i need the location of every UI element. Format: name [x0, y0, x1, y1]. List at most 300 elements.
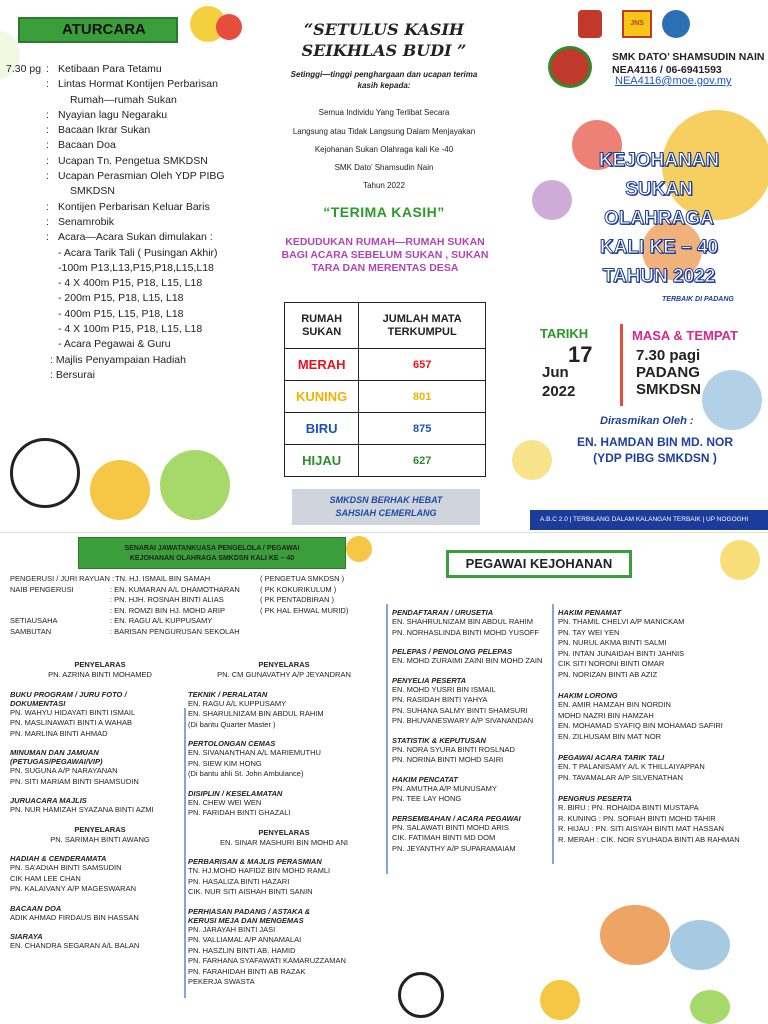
schedule-item — [6, 108, 256, 123]
section-heading: DISIPLIN / KESELAMATAN — [188, 788, 283, 798]
house-points: 657 — [359, 349, 486, 381]
schedule-text: - 400m P15, L15, P18, L18 — [58, 307, 184, 320]
schedule-text: Rumah—rumah Sukan — [70, 93, 177, 106]
section-heading: PENYELIA PESERTA — [392, 675, 467, 685]
duty-section — [10, 796, 190, 816]
trophy-icon — [90, 460, 150, 520]
schedule-text: Bacaan Ikrar Sukan — [58, 124, 151, 137]
member-name: PN. MASLINAWATI BINTI A WAHAB — [10, 718, 132, 727]
member-name: PN. HASALIZA BINTI HAZARI — [188, 876, 290, 886]
standings-caption: KEDUDUKAN RUMAH—RUMAH SUKAN BAGI ACARA SEBELUM SUKAN , SUKAN TARA DAN MERENTAS DESA — [281, 236, 489, 274]
schedule-text: -100m P13,L13,P15,P18,L15,L18 — [58, 261, 214, 274]
house-points: 627 — [359, 445, 486, 477]
member-name: PN. NORINA BINTI MOHD SAIRI — [392, 755, 504, 764]
coordinator-name: PN. SARIMAH BINTI AWANG — [50, 834, 150, 844]
member-name: R. BIRU : PN. ROHAIDA BINTI MUSTAPA — [558, 803, 699, 812]
thanks-line: Semua Individu Yang Terlibat Secara — [318, 108, 450, 117]
schedule-colon — [46, 291, 58, 306]
member-name: EN. RAGU A/L KUPPUSAMY — [188, 698, 287, 708]
member-name: R. MERAH : CIK. NOR SYUHADA BINTI AB RAHMAN — [558, 834, 740, 844]
member-name: EN. SHARULNIZAM BIN ABDUL RAHIM — [188, 709, 324, 718]
committee-note: ( PENGETUA SMKDSN ) — [260, 574, 345, 583]
duty-section — [10, 932, 190, 952]
section-heading: HAKIM PENAMAT — [558, 608, 622, 617]
school-email-link[interactable]: NEA4116@moe.gov.my — [615, 75, 732, 87]
event-title-line: KALI KE – 40 — [599, 237, 719, 258]
school-slogan — [292, 489, 480, 525]
duty-section — [392, 647, 564, 667]
coordinator-block — [188, 660, 380, 681]
duty-section — [558, 608, 766, 680]
event-time: 7.30 pagi — [636, 347, 701, 364]
member-name: PN. FARHANA SYAFAWATI KAMARUZZAMAN — [188, 956, 346, 965]
coordinator-heading: PENYELARAS — [258, 660, 310, 669]
event-place-school: SMKDSN — [636, 381, 702, 398]
section-heading: PENGRUS PESERTA — [558, 794, 632, 803]
school-name: SMK DATO’ SHAMSUDIN NAIN — [612, 51, 765, 63]
schedule-time — [6, 337, 46, 352]
schedule-item — [6, 123, 256, 138]
house-name: MERAH — [285, 349, 359, 381]
member-name: PN. JEYANTHY A/P SUPARAMAIAM — [392, 843, 516, 853]
schedule-time — [6, 154, 46, 169]
member-name: EN. CHANDRA SEGARAN A/L BALAN — [10, 941, 140, 950]
table-header-row — [285, 303, 486, 349]
schedule-item — [6, 62, 256, 77]
committee-column-1 — [10, 660, 190, 961]
decor-circle-icon — [690, 990, 730, 1024]
schedule-item — [6, 307, 256, 322]
schedule-colon — [46, 261, 58, 276]
member-name: ADIK AHMAD FIRDAUS BIN HASSAN — [10, 912, 139, 922]
section-heading: PERHIASAN PADANG / ASTAKA & — [188, 906, 311, 916]
member-name: EN. CHEW WEI WEN — [188, 797, 262, 807]
member-name: PN. SALAWATI BINTI MOHD ARIS — [392, 822, 509, 832]
committee-role: SAMBUTAN — [10, 626, 52, 636]
decor-dot-icon — [512, 440, 552, 480]
schedule-text: : Bersurai — [50, 368, 95, 381]
schedule-colon: : — [46, 78, 49, 91]
committee-role: NAIB PENGERUSI — [10, 584, 74, 594]
thanks-title-line1: “SETULUS KASIH — [303, 20, 465, 39]
member-name: PN. RASIDAH BINTI YAHYA — [392, 695, 488, 704]
member-name: PN. MARLINA BINTI AHMAD — [10, 728, 108, 738]
schedule-time — [6, 200, 46, 215]
member-name: EN. AMIR HAMZAH BIN NORDIN — [558, 700, 671, 709]
thanks-line: SMK Dato’ Shamsudin Nain — [334, 163, 434, 172]
thanks-panel — [256, 0, 512, 532]
committee-row — [10, 627, 348, 638]
schedule-time — [6, 261, 46, 276]
trophy-icon — [346, 536, 372, 562]
schedule-text: Ucapan Perasmian Oleh YDP PIBG — [58, 170, 225, 183]
event-day: 17 — [568, 342, 593, 367]
duty-section — [188, 690, 380, 731]
divider — [620, 324, 623, 406]
committee-title-line1: SENARAI JAWATANKUASA PENGELOLA / PEGAWAI — [124, 545, 300, 552]
duty-section — [558, 753, 766, 783]
divider — [552, 604, 554, 864]
schedule-text: - 4 X 400m P15, P18, L15, L18 — [58, 277, 203, 290]
event-title-line: OLAHRAGA — [604, 208, 714, 229]
member-name: PN. HASZLIN BINTI AB. HAMID — [188, 945, 296, 955]
schedule-colon: : — [46, 63, 49, 75]
committee-column-2 — [188, 660, 380, 997]
event-month-year — [542, 363, 575, 401]
duty-section — [392, 814, 564, 855]
member-name: PN. NURUL AKMA BINTI SALMI — [558, 638, 667, 647]
schedule-colon: : — [46, 215, 49, 228]
committee-title — [78, 537, 346, 569]
table-row — [285, 413, 486, 445]
house-name: KUNING — [285, 381, 359, 413]
member-name: CIK SITI NORONI BINTI OMAR — [558, 659, 665, 668]
schedule-text: - 200m P15, P18, L15, L18 — [58, 292, 184, 305]
decor-circle-icon — [702, 370, 762, 430]
member-name: PN. TEE LAY HONG — [392, 794, 462, 803]
thanks-intro-line1: Setinggi—tinggi penghargaan dan ucapan terima — [290, 70, 478, 79]
duty-section — [10, 748, 190, 787]
committee-role: PENGERUSI / JURI RAYUAN : — [10, 574, 115, 583]
duty-section — [558, 794, 766, 845]
member-name: PN. FARAHIDAH BINTI AB RAZAK — [188, 966, 306, 976]
schedule-time — [6, 108, 46, 123]
member-name: PN. THAMIL CHELVI A/P MANICKAM — [558, 617, 685, 626]
schedule-item — [6, 246, 256, 261]
member-name: EN. MOHAMAD SYAFIQ BIN MOHAMAD SAFIRI — [558, 721, 723, 730]
time-place-value — [636, 347, 701, 398]
member-name: PN. BHUVANESWARY A/P SIVANANDAN — [392, 716, 534, 725]
member-name: PN. FARIDAH BINTI GHAZALI — [188, 808, 291, 817]
section-heading: PERBARISAN & MAJLIS PERASMIAN — [188, 857, 322, 866]
standings-table — [284, 302, 486, 477]
schedule-text: Ketibaan Para Tetamu — [58, 63, 162, 75]
officiated-by-label: Dirasmikan Oleh : — [600, 415, 694, 427]
member-name: PN. NORHASLINDA BINTI MOHD YUSOFF — [392, 627, 539, 637]
member-name: (Di bantu ahli St. John Ambulance) — [188, 769, 304, 778]
duty-section — [558, 691, 766, 742]
table-row — [285, 349, 486, 381]
member-name: PN. TAY WEI YEN — [558, 627, 620, 637]
footer-bar: A.B.C 2.0 | TERBILANG DALAM KALANGAN TERBAIK | UP NOGOGHI — [530, 510, 768, 530]
house-points: 801 — [359, 381, 486, 413]
schedule-text: Bacaan Doa — [58, 139, 116, 152]
schedule-item — [6, 276, 256, 291]
member-name: EN. ZILHUSAM BIN MAT NOR — [558, 731, 662, 741]
member-name: CIK HAM LEE CHAN — [10, 873, 81, 883]
schedule-text: Acara—Acara Sukan dimulakan : — [58, 231, 213, 244]
soccer-ball-icon — [398, 972, 444, 1018]
divider — [386, 604, 388, 874]
schedule-item — [6, 291, 256, 306]
event-month: Jun — [542, 364, 569, 381]
event-title-line: TAHUN 2022 — [602, 266, 716, 287]
trophy-icon — [540, 980, 580, 1020]
state-crest-icon — [578, 10, 602, 38]
member-name: PN. NUR HAMIZAH SYAZANA BINTI AZMI — [10, 805, 154, 814]
officials-column-2 — [558, 608, 766, 856]
duty-section — [392, 736, 564, 766]
house-name: BIRU — [285, 413, 359, 445]
member-name: PN. SUGUNA A/P NARAYANAN — [10, 766, 118, 775]
schedule-colon: : — [46, 108, 49, 121]
time-place-label: MASA & TEMPAT — [632, 328, 738, 343]
committee-name: : BARISAN PENGURUSAN SEKOLAH — [110, 626, 240, 636]
event-year: 2022 — [542, 383, 576, 400]
committee-name: : PN. HJH. ROSNAH BINTI ALIAS — [110, 595, 224, 604]
thanks-line: Kejohanan Sukan Olahraga kali Ke -40 — [314, 145, 454, 154]
committee-name: : EN. RAGU A/L KUPPUSAMY — [110, 616, 213, 625]
member-name: PN. NORIZAN BINTI AB AZIZ — [558, 669, 658, 679]
runners-silhouette-icon — [600, 905, 670, 965]
decor-circle-icon — [160, 450, 230, 520]
coordinator-name: PN. CM GUNAVATHY A/P JEYANDRAN — [217, 670, 351, 679]
schedule-item — [6, 261, 256, 276]
schedule-colon: : — [46, 139, 49, 152]
house-points: 875 — [359, 413, 486, 445]
thanks-line: Tahun 2022 — [363, 181, 405, 190]
member-name: CIK. NUR SITI AISHAH BINTI SANIN — [188, 887, 313, 896]
schedule-colon — [46, 246, 58, 261]
schedule-item — [6, 138, 256, 153]
member-name: PN. KALAIVANY A/P MAGESWARAN — [10, 884, 137, 893]
member-name: R. HIJAU : PN. SITI AISYAH BINTI MAT HASSAN — [558, 824, 724, 833]
schedule-colon: : — [46, 200, 49, 213]
section-heading: HAKIM LORONG — [558, 691, 618, 700]
member-name: PN. TAVAMALAR A/P SILVENATHAN — [558, 772, 683, 782]
slogan-line2: SAHSIAH CEMERLANG — [335, 508, 437, 518]
school-name-block — [612, 51, 764, 76]
member-name: R. KUNING : PN. SOFIAH BINTI MOHD TAHIR — [558, 813, 716, 823]
section-heading: PENDAFTARAN / URUSETIA — [392, 608, 494, 617]
schedule-item — [6, 93, 256, 108]
jns-logo: JNS — [622, 10, 652, 38]
section-heading: DOKUMENTASI — [10, 698, 66, 708]
committee-row — [10, 585, 348, 596]
schedule-item — [6, 215, 256, 230]
schedule-text: : Majlis Penyampaian Hadiah — [50, 353, 186, 366]
coordinator-heading: PENYELARAS — [74, 660, 126, 669]
section-heading: PELEPAS / PENOLONG PELEPAS — [392, 647, 513, 656]
member-name: EN. MOHD ZURAIMI ZAINI BIN MOHD ZAIN — [392, 656, 543, 665]
member-name: PN. VALLIAMAL A/P ANNAMALAI — [188, 935, 302, 944]
schedule-time — [6, 169, 46, 184]
section-heading: MINUMAN DAN JAMUAN — [10, 748, 99, 757]
aturcara-title: ATURCARA — [18, 17, 178, 43]
schedule-text: Ucapan Tn. Pengetua SMKDSN — [58, 154, 208, 167]
section-heading: SIARAYA — [10, 932, 43, 941]
schedule-item — [6, 154, 256, 169]
schedule-time — [6, 93, 46, 108]
schedule-colon: : — [46, 231, 49, 244]
member-name: TN. HJ.MOHD HAFIDZ BIN MOHD RAMLI — [188, 866, 331, 875]
schedule-item — [6, 368, 256, 383]
table-row — [285, 381, 486, 413]
member-name: MOHD NAZRI BIN HAMZAH — [558, 710, 654, 720]
thanks-line: Langsung atau Tidak Langsung Dalam Menjayakan — [292, 127, 476, 136]
member-name: EN. SHAHRULNIZAM BIN ABDUL RAHIM — [392, 617, 533, 626]
committee-name: : EN. ROMZI BIN HJ. MOHD ARIP — [110, 605, 226, 615]
committee-role: SETIAUSAHA — [10, 616, 58, 625]
thanks-intro-line2: kasih kepada: — [357, 81, 411, 90]
slogan-line1: SMKDSN BERHAK HEBAT — [329, 495, 443, 505]
thanks-title-line2: SEIKHLAS BUDI ” — [301, 41, 467, 60]
section-heading: TEKNIK / PERALATAN — [188, 689, 268, 699]
duty-section — [392, 608, 564, 638]
coordinator-name: EN. SINAR MASHURI BIN MOHD ANI — [220, 837, 348, 847]
committee-role — [10, 606, 110, 617]
member-name: PN. JARAYAH BINTI JASI — [188, 924, 276, 934]
divider — [184, 708, 186, 998]
schedule-item — [6, 230, 256, 245]
schedule-time — [6, 215, 46, 230]
schedule-time — [6, 246, 46, 261]
aturcara-panel — [0, 0, 256, 532]
schedule-item — [6, 322, 256, 337]
duty-section — [10, 854, 190, 895]
section-heading: HADIAH & CENDERAMATA — [10, 854, 107, 863]
schedule-colon — [46, 337, 58, 352]
schedule-colon — [46, 276, 58, 291]
schedule-colon — [46, 322, 58, 337]
table-row — [285, 445, 486, 477]
house-name: HIJAU — [285, 445, 359, 477]
duty-section — [392, 676, 564, 727]
duty-section — [10, 690, 190, 740]
schedule-item — [6, 200, 256, 215]
member-name: EN. T PALANISAMY A/L K THILLAIYAPPAN — [558, 762, 705, 771]
section-heading: BACAAN DOA — [10, 903, 62, 913]
committee-list — [10, 574, 348, 637]
schedule-text: Senamrobik — [58, 215, 115, 228]
terima-kasih-heading: “TERIMA KASIH” — [323, 204, 445, 220]
coordinator-heading: PENYELARAS — [74, 824, 126, 834]
section-heading: KERUSI MEJA DAN MENGEMAS — [188, 915, 304, 925]
member-name: (Di bantu Quarter Master ) — [188, 719, 276, 729]
member-name: EN. SIVANANTHAN A/L MARIEMUTHU — [188, 748, 321, 757]
vip-name — [552, 434, 758, 466]
member-name: PN. AMUTHA A/P MUNUSAMY — [392, 783, 497, 793]
section-heading: PERTOLONGAN CEMAS — [188, 739, 276, 748]
schedule-text: Nyayian lagu Negaraku — [58, 108, 168, 121]
school-logo-icon — [548, 46, 592, 88]
column-header: JUMLAH MATA TERKUMPUL — [359, 303, 486, 349]
section-heading: HAKIM PENCATAT — [392, 774, 458, 784]
soccer-ball-icon — [720, 540, 760, 580]
schedule-text: - Acara Pegawai & Guru — [58, 338, 171, 351]
schedule-colon — [46, 93, 58, 108]
duty-section — [188, 739, 380, 780]
schedule-list — [6, 62, 256, 383]
schedule-time: 7.30 pg — [6, 63, 42, 75]
member-name: CIK. FATIMAH BINTI MD DOM — [392, 833, 496, 842]
committee-note: ( PK HAL EHWAL MURID) — [260, 605, 349, 615]
committee-note: ( PK KOKURIKULUM ) — [260, 584, 337, 594]
schedule-item — [6, 169, 256, 184]
member-name: PN. SITI MARIAM BINTI SHAMSUDIN — [10, 776, 139, 786]
member-name: PN. SUHANA SALMY BINTI SHAMSURI — [392, 705, 528, 715]
fold-line — [0, 532, 768, 533]
vip-name-line1: EN. HAMDAN BIN MD. NOR — [577, 435, 733, 449]
cover-panel — [512, 0, 768, 532]
committee-row — [10, 574, 348, 585]
committee-row — [10, 616, 348, 627]
section-heading: BUKU PROGRAM / JURU FOTO / — [10, 689, 127, 699]
soccer-ball-icon — [10, 438, 80, 508]
committee-row — [10, 606, 348, 617]
schedule-item — [6, 184, 256, 199]
committee-note: ( PK PENTADBIRAN ) — [260, 595, 335, 604]
member-name: PN. WAHYU HIDAYATI BINTI ISMAIL — [10, 707, 136, 717]
committee-title-line2: KEJOHANAN OLAHRAGA SMKDSN KALI KE – 40 — [129, 555, 295, 562]
schedule-time — [6, 322, 46, 337]
schedule-time — [6, 368, 50, 383]
section-heading: (PETUGAS/PEGAWAI/VIP) — [10, 757, 103, 766]
schedule-text: - 4 X 100m P15, P18, L15, L18 — [58, 323, 203, 336]
coordinator-heading: PENYELARAS — [258, 827, 310, 837]
schedule-time — [6, 353, 50, 368]
schedule-text: Lintas Hormat Kontijen Perbarisan — [58, 78, 218, 91]
duty-section — [188, 857, 380, 898]
section-heading: PEGAWAI ACARA TARIK TALI — [558, 753, 665, 762]
schedule-colon — [46, 307, 58, 322]
schedule-time — [6, 138, 46, 153]
committee-role — [10, 595, 110, 606]
schedule-text: Kontijen Perbarisan Keluar Baris — [58, 200, 210, 213]
schedule-time — [6, 291, 46, 306]
section-heading: PERSEMBAHAN / ACARA PEGAWAI — [392, 813, 521, 823]
school-code: NEA4116 / 06-6941593 — [612, 63, 722, 76]
section-heading: STATISTIK & KEPUTUSAN — [392, 735, 486, 745]
coordinator-block — [10, 660, 190, 681]
runners-silhouette-icon — [670, 920, 730, 970]
committee-row — [10, 595, 348, 606]
coordinator-block — [10, 825, 190, 846]
member-name: PN. INTAN JUNAIDAH BINTI JAHNIS — [558, 648, 685, 658]
event-place: PADANG — [636, 364, 700, 381]
date-label: TARIKH — [540, 326, 589, 341]
vip-name-line2: (YDP PIBG SMKDSN ) — [593, 451, 717, 465]
duty-section — [188, 789, 380, 819]
schedule-time — [6, 123, 46, 138]
duty-section — [10, 904, 190, 924]
moe-logo-icon — [662, 10, 690, 38]
schedule-colon — [46, 184, 58, 199]
schedule-item — [6, 353, 256, 368]
member-name: EN. MOHD YUSRI BIN ISMAIL — [392, 684, 496, 694]
schedule-time — [6, 307, 46, 322]
schedule-colon: : — [46, 170, 49, 183]
committee-name: : EN. KUMARAN A/L DHAMOTHARAN — [110, 584, 240, 594]
member-name: PN. SIEW KIM HONG — [188, 758, 262, 768]
tagline: TERBAIK DI PADANG — [662, 296, 734, 303]
schedule-text: - Acara Tarik Tali ( Pusingan Akhir) — [58, 246, 218, 259]
coordinator-block — [188, 828, 380, 849]
pegawai-title: PEGAWAI KEJOHANAN — [446, 550, 632, 578]
schedule-item — [6, 337, 256, 352]
section-heading: JURUACARA MAJLIS — [10, 796, 87, 805]
decor-dot-icon — [216, 14, 242, 40]
duty-section — [392, 775, 564, 805]
schedule-time — [6, 276, 46, 291]
member-name: PEKERJA SWASTA — [188, 977, 255, 986]
schedule-colon: : — [46, 124, 49, 137]
coordinator-name: PN. AZRINA BINTI MOHAMED — [48, 670, 152, 679]
member-name: PN. NORA SYURA BINTI ROSLNAD — [392, 744, 515, 754]
schedule-item — [6, 77, 256, 92]
officials-column-1 — [392, 608, 564, 863]
schedule-time — [6, 184, 46, 199]
